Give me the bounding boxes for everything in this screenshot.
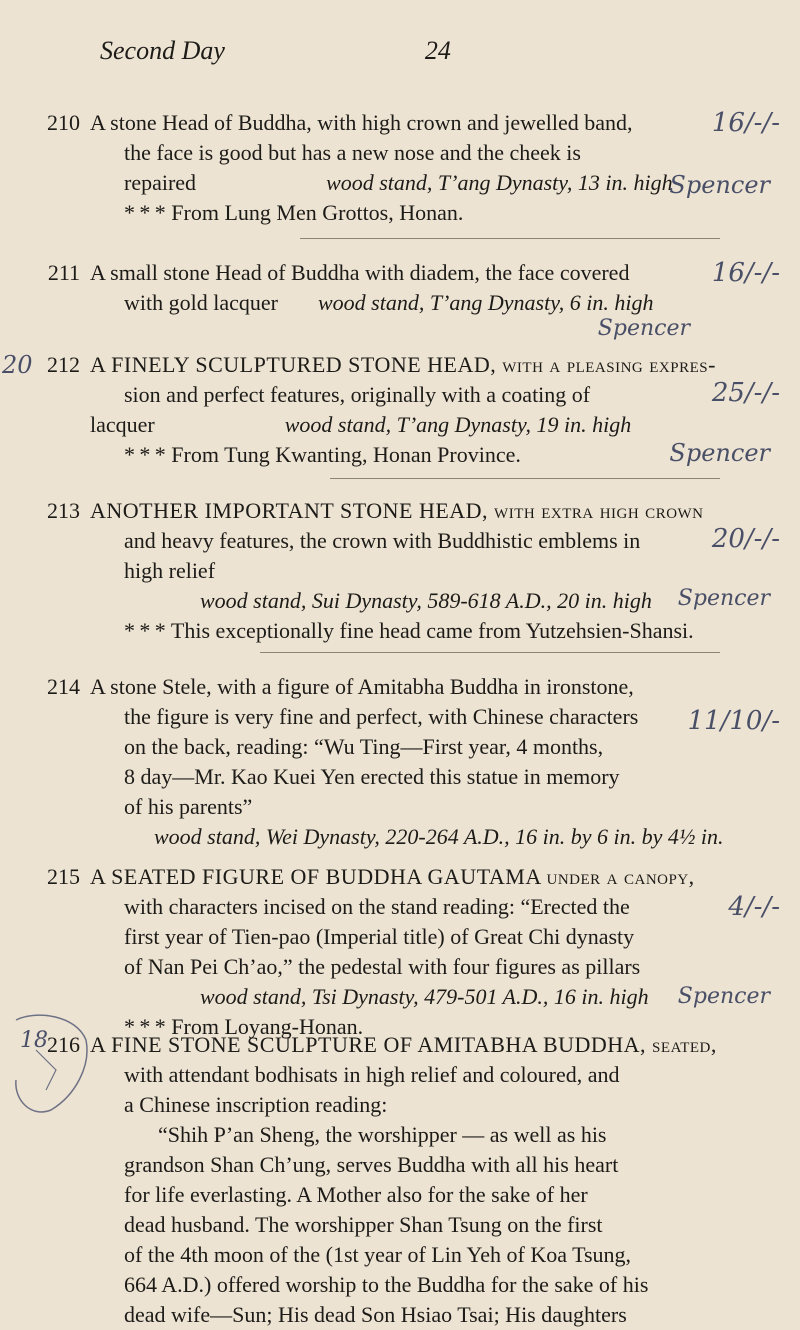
lot-description-line: the face is good but has a new nose and the cheek is — [124, 140, 581, 165]
lot-215 — [47, 862, 780, 1042]
lot-212 — [2, 350, 780, 470]
buyer-name: Spencer — [669, 171, 770, 199]
lot-stand: wood stand, Sui Dynasty, 589-618 A.D., 20 in. high — [200, 588, 652, 613]
inscription-line: dead husband. The worshipper Shan Tsung on the first — [124, 1212, 603, 1237]
lot-number: 210 — [47, 110, 80, 135]
lot-description-line: A FINE STONE SCULPTURE OF AMITABHA BUDDHA, seated, — [90, 1032, 717, 1057]
lot-description-line: A stone Stele, with a figure of Amitabha Buddha in ironstone, — [90, 674, 634, 699]
lot-provenance: * * * From Lung Men Grottos, Honan. — [124, 200, 464, 225]
lot-stand: wood stand, Wei Dynasty, 220-264 A.D., 16 in. by 6 in. by 4½ in. — [154, 824, 724, 849]
lot-description-line: A small stone Head of Buddha with diadem, the face covered — [90, 260, 630, 285]
running-head: Second Day — [100, 36, 225, 65]
lot-description-line: with attendant bodhisats in high relief and coloured, and — [124, 1062, 620, 1087]
hammer-price: 11/10/- — [687, 706, 780, 736]
lot-description-line: sion and perfect features, originally with a coating of — [124, 382, 591, 407]
inscription-line: grandson Shan Ch’ung, serves Buddha with all his heart — [124, 1152, 619, 1177]
lot-216 — [20, 1028, 730, 1330]
lot-description-line: of Nan Pei Ch’ao,” the pedestal with four figures as pillars — [124, 954, 641, 979]
page-header — [100, 36, 720, 66]
lot-description-line: with characters incised on the stand reading: “Erected the — [124, 894, 630, 919]
inscription-line: “Shih P’an Sheng, the worshipper — as well as his — [158, 1122, 607, 1147]
buyer-name: Spencer — [597, 316, 690, 341]
lot-description-line: on the back, reading: “Wu Ting—First year, 4 months, — [124, 734, 604, 759]
buyer-name: Spencer — [669, 439, 770, 467]
lot-number: 216 — [47, 1032, 80, 1057]
hammer-price: 16/-/- — [711, 258, 780, 288]
lot-210 — [47, 108, 780, 228]
divider — [260, 652, 720, 653]
lot-description-line: the figure is very fine and perfect, with Chinese characters — [124, 704, 639, 729]
lot-description-line: first year of Tien-pao (Imperial title) of Great Chi dynasty — [124, 924, 635, 949]
lot-211 — [47, 258, 780, 341]
hammer-price: 16/-/- — [711, 108, 780, 138]
hammer-price: 20/-/- — [711, 524, 780, 554]
lot-description-line: and heavy features, the crown with Buddhistic emblems in — [124, 528, 641, 553]
inscription — [90, 1120, 730, 1330]
lot-number: 213 — [47, 498, 80, 523]
lot-description-line: of his parents” — [124, 794, 253, 819]
buyer-name: Spencer — [677, 984, 770, 1009]
lot-description-line: a Chinese inscription reading: — [124, 1092, 388, 1117]
hammer-price: 25/-/- — [711, 378, 780, 408]
lot-number: 212 — [47, 352, 80, 377]
lot-description-line: A SEATED FIGURE OF BUDDHA GAUTAMA under a canopy, — [90, 864, 695, 889]
lot-stand: wood stand, Tsi Dynasty, 479-501 A.D., 16 in. high — [200, 984, 649, 1009]
inscription-line: of the 4th moon of the (1st year of Lin Yeh of Koa Tsung, — [124, 1242, 632, 1267]
lot-number: 214 — [47, 674, 80, 699]
margin-note: 20 — [2, 351, 33, 379]
inscription-line: 664 A.D.) offered worship to the Buddha for the sake of his — [124, 1272, 649, 1297]
buyer-name: Spencer — [677, 586, 770, 611]
lot-stand: wood stand, T’ang Dynasty, 13 in. high — [326, 170, 673, 195]
inscription-line: for life everlasting. A Mother also for the sake of her — [124, 1182, 588, 1207]
divider — [300, 238, 720, 239]
divider — [330, 478, 720, 479]
lot-provenance: * * * This exceptionally fine head came from Yutzehsien-Shansi. — [124, 618, 694, 643]
lot-provenance: * * * From Loyang-Honan. — [124, 1014, 364, 1039]
page-number: 24 — [424, 36, 451, 65]
lot-description-line: A stone Head of Buddha, with high crown and jewelled band, — [90, 110, 633, 135]
lot-description-line: A FINELY SCULPTURED STONE HEAD, with a pleasing expres- — [90, 352, 716, 377]
lot-213 — [47, 496, 780, 646]
lot-provenance: * * * From Tung Kwanting, Honan Province. — [124, 442, 521, 467]
lot-description-line: repaired wood stand, T’ang Dynasty, 13 in. high — [124, 170, 673, 195]
lot-stand: wood stand, T’ang Dynasty, 6 in. high — [317, 290, 654, 315]
lot-description-line: with gold lacquer wood stand, T’ang Dynasty, 6 in. high — [124, 290, 654, 315]
lot-number: 215 — [47, 864, 80, 889]
lot-214 — [47, 672, 780, 852]
inscription-line: dead wife—Sun; His dead Son Hsiao Tsai; His daughters — [124, 1302, 627, 1327]
margin-note: 18 — [20, 1028, 48, 1053]
lot-description-line: 8 day—Mr. Kao Kuei Yen erected this statue in memory — [124, 764, 620, 789]
lot-number: 211 — [47, 260, 80, 285]
lot-stand: wood stand, T’ang Dynasty, 19 in. high — [284, 412, 632, 437]
lot-description-line: ANOTHER IMPORTANT STONE HEAD, with extra high crown — [90, 498, 704, 523]
hammer-price: 4/-/- — [728, 892, 780, 922]
lot-description-line: lacquer wood stand, T’ang Dynasty, 19 in. high — [90, 412, 632, 437]
lot-description-line: high relief — [124, 558, 216, 583]
